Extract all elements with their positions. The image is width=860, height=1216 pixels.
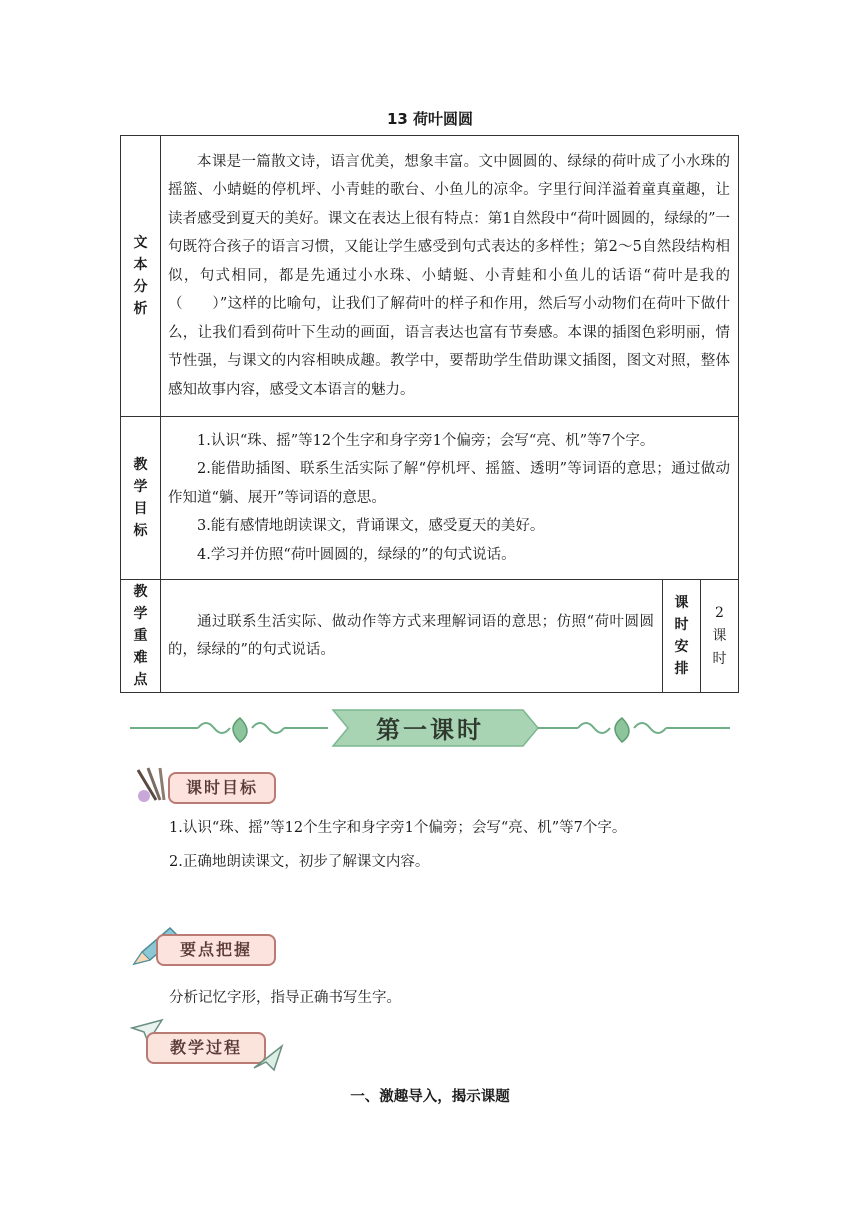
header-key-difficulties: 教 学 重 难 点 — [121, 580, 161, 693]
row-teaching-goals — [121, 417, 739, 580]
schedule-value: 2 课 时 — [701, 580, 739, 693]
lesson-title: 13 荷叶圆圆 — [386, 110, 474, 128]
header-teaching-goals: 教 学 目 标 — [121, 417, 161, 580]
process-label: 教学过程 — [146, 1032, 266, 1064]
row-text-analysis — [121, 136, 739, 417]
lesson-plan-table — [120, 135, 739, 693]
first-period-banner — [128, 700, 732, 756]
key-points-tag — [130, 928, 280, 968]
teaching-goals-content: 1.认识“珠、摇”等12个生字和身字旁1个偏旁；会写“亮、机”等7个字。 2.能借助插图、联系生活实际了解“停机坪、摇篮、透明”等词语的意思；通过做动作知道“躺、展开”等词语的意思。 3.能有感情地朗读课文，背诵课文，感受夏天的美好。 4.学习并仿照“荷叶圆圆的，绿绿的”的句式说话。 — [161, 417, 739, 580]
text-analysis-content: 本课是一篇散文诗，语言优美，想象丰富。文中圆圆的、绿绿的荷叶成了小水珠的摇篮、小蜻蜓的停机坪、小青蛙的歌台、小鱼儿的凉伞。字里行间洋溢着童真童趣，让读者感受到夏天的美好。课文在表达上很有特点：第1自然段中“荷叶圆圆的，绿绿的”一句既符合孩子的语言习惯，又能让学生感受到句式表达的多样性；第2～5自然段结构相似，句式相同，都是先通过小水珠、小蜻蜓、小青蛙和小鱼儿的话语“荷叶是我的（ ）”这样的比喻句，让我们了解荷叶的样子和作用，然后写小动物们在荷叶下做什么，让我们看到荷叶下生动的画面，语言表达也富有节奏感。本课的插图色彩明丽，情节性强，与课文的内容相映成趣。教学中，要帮助学生借助课文插图，图文对照，整体感知故事内容，感受文本语言的魅力。 — [161, 136, 739, 417]
header-schedule: 课 时 安 排 — [663, 580, 701, 693]
banner-title: 第一课时 — [376, 716, 484, 744]
objectives-label: 课时目标 — [168, 772, 276, 804]
key-points-label: 要点把握 — [156, 934, 276, 966]
key-difficulties-content: 通过联系生活实际、做动作等方式来理解词语的意思；仿照“荷叶圆圆的，绿绿的”的句式说话。 — [161, 580, 663, 693]
objectives-tag — [130, 766, 280, 806]
row-key-difficulties — [121, 580, 739, 693]
key-points-text: 分析记忆字形，指导正确书写生字。 — [169, 990, 401, 1006]
objectives-text: 1.认识“珠、摇”等12个生字和身字旁1个偏旁；会写“亮、机”等7个字。 2.正确地朗读课文，初步了解课文内容。 — [169, 820, 627, 870]
section-heading: 一、激趣导入，揭示课题 — [350, 1089, 510, 1105]
process-tag — [130, 1026, 290, 1066]
paper-plane-icon — [252, 1042, 284, 1072]
header-text-analysis: 文 本 分 析 — [121, 136, 161, 417]
